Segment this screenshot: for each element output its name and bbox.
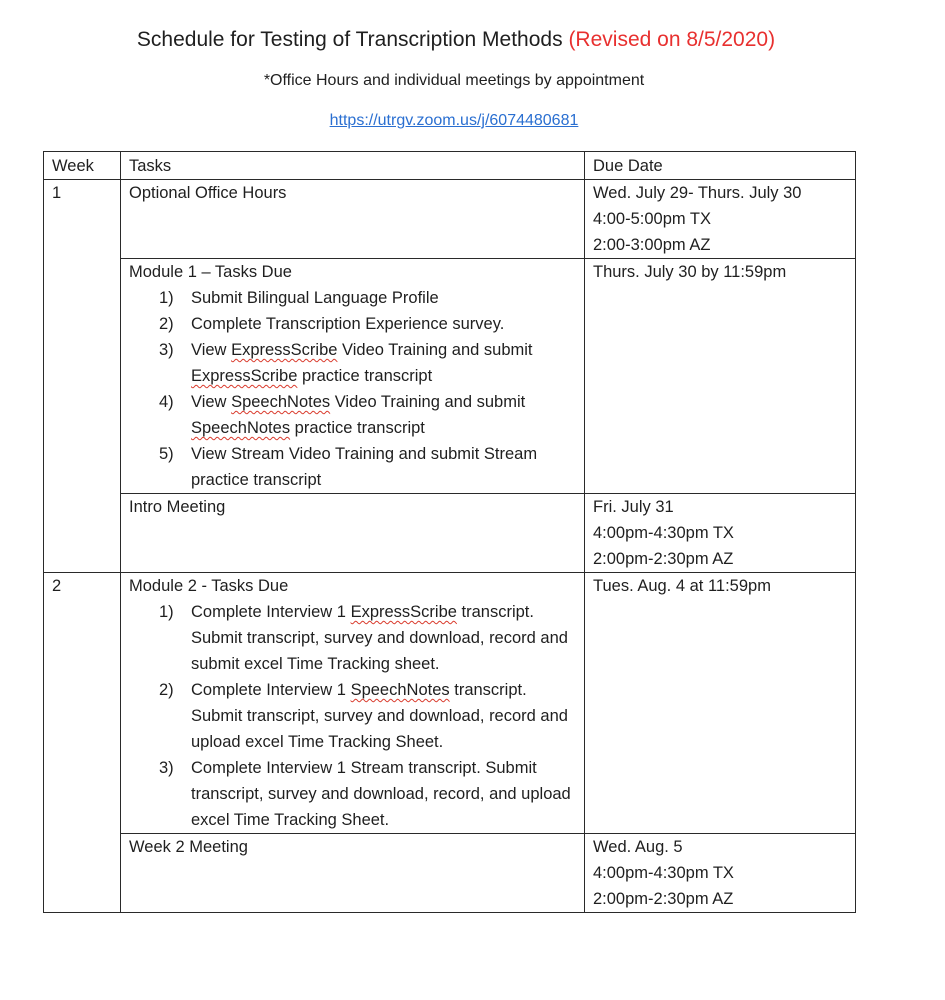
task-title: Week 2 Meeting (129, 838, 248, 856)
table-row (44, 834, 856, 913)
week-cell: 1 (44, 180, 121, 573)
list-item (129, 337, 576, 389)
table-row (44, 180, 856, 259)
list-item (129, 441, 576, 493)
list-item (129, 389, 576, 441)
schedule-table (43, 151, 856, 913)
list-number: 2) (159, 681, 174, 699)
list-item-text: transcript. Submit transcript, survey and download, record and upload excel Time Tracking Sheet. (191, 681, 568, 751)
due-date-cell (585, 573, 856, 834)
task-list (129, 599, 576, 833)
due-date-line: 4:00pm-4:30pm TX (593, 864, 734, 882)
list-item-text: View (191, 341, 232, 359)
due-date-line: 2:00pm-2:30pm AZ (593, 890, 734, 908)
week-cell: 2 (44, 573, 121, 913)
tasks-cell (121, 494, 585, 573)
list-item (129, 677, 576, 755)
tasks-cell (121, 180, 585, 259)
schedule-body (44, 180, 856, 913)
list-item-text: Video Training and submit (337, 341, 533, 359)
task-title: Optional Office Hours (129, 184, 287, 202)
list-item-text: practice transcript (297, 367, 433, 385)
due-date-line: Wed. Aug. 5 (593, 838, 683, 856)
list-item-text: View (191, 393, 232, 411)
header-week: Week (44, 152, 121, 180)
list-number: 3) (159, 759, 174, 777)
list-number: 4) (159, 393, 174, 411)
list-number: 1) (159, 289, 174, 307)
due-date-line: 2:00pm-2:30pm AZ (593, 550, 734, 568)
header-tasks: Tasks (121, 152, 585, 180)
list-number: 2) (159, 315, 174, 333)
list-item-text: Submit Bilingual Language Profile (191, 289, 439, 307)
list-item-text: practice transcript (290, 419, 425, 437)
list-item-text: Complete Interview 1 (191, 681, 351, 699)
due-date-cell (585, 180, 856, 259)
zoom-link[interactable]: https://utrgv.zoom.us/j/6074480681 (329, 112, 579, 129)
page-title (0, 28, 912, 52)
list-item-text: Complete Interview 1 (191, 603, 351, 621)
list-number: 1) (159, 603, 174, 621)
list-number: 5) (159, 445, 174, 463)
title-text: Schedule for Testing of Transcription Methods (136, 28, 563, 51)
product-name: ExpressScribe (350, 603, 457, 621)
product-name: ExpressScribe (231, 341, 338, 359)
product-name: SpeechNotes (191, 419, 291, 437)
due-date-line: Fri. July 31 (593, 498, 674, 516)
due-date-line: Thurs. July 30 by 11:59pm (593, 263, 787, 281)
list-item-text: View Stream Video Training and submit Stream practice transcript (191, 445, 538, 489)
list-item (129, 311, 576, 337)
due-date-line: 2:00-3:00pm AZ (593, 236, 711, 254)
due-date-line: Wed. July 29- Thurs. July 30 (593, 184, 802, 202)
table-row (44, 259, 856, 494)
task-list (129, 285, 576, 493)
product-name: ExpressScribe (191, 367, 298, 385)
task-title: Intro Meeting (129, 498, 226, 516)
due-date-cell (585, 834, 856, 913)
list-number: 3) (159, 341, 174, 359)
due-date-cell (585, 494, 856, 573)
list-item-text: Complete Interview 1 Stream transcript. Submit transcript, survey and download, record, and upload excel Time Tracking Sheet. (191, 759, 571, 829)
table-header-row (44, 152, 856, 180)
task-title: Module 2 - Tasks Due (129, 577, 289, 595)
list-item-text: transcript. Submit transcript, survey and download, record and submit excel Time Tracking sheet. (191, 603, 568, 673)
product-name: SpeechNotes (231, 393, 331, 411)
zoom-link-container (0, 112, 908, 130)
due-date-line: 4:00-5:00pm TX (593, 210, 712, 228)
tasks-cell (121, 834, 585, 913)
task-title: Module 1 – Tasks Due (129, 263, 292, 281)
office-hours-note: *Office Hours and individual meetings by appointment (263, 72, 645, 89)
header-due-date: Due Date (585, 152, 856, 180)
list-item-text: Video Training and submit (330, 393, 526, 411)
due-date-line: 4:00pm-4:30pm TX (593, 524, 734, 542)
list-item (129, 755, 576, 833)
tasks-cell (121, 573, 585, 834)
due-date-cell (585, 259, 856, 494)
table-row (44, 494, 856, 573)
revised-note: (Revised on 8/5/2020) (568, 28, 776, 51)
tasks-cell (121, 259, 585, 494)
list-item (129, 599, 576, 677)
list-item-text: Complete Transcription Experience survey. (191, 315, 505, 333)
table-row (44, 573, 856, 834)
product-name: SpeechNotes (350, 681, 450, 699)
due-date-line: Tues. Aug. 4 at 11:59pm (593, 577, 771, 595)
list-item (129, 285, 576, 311)
